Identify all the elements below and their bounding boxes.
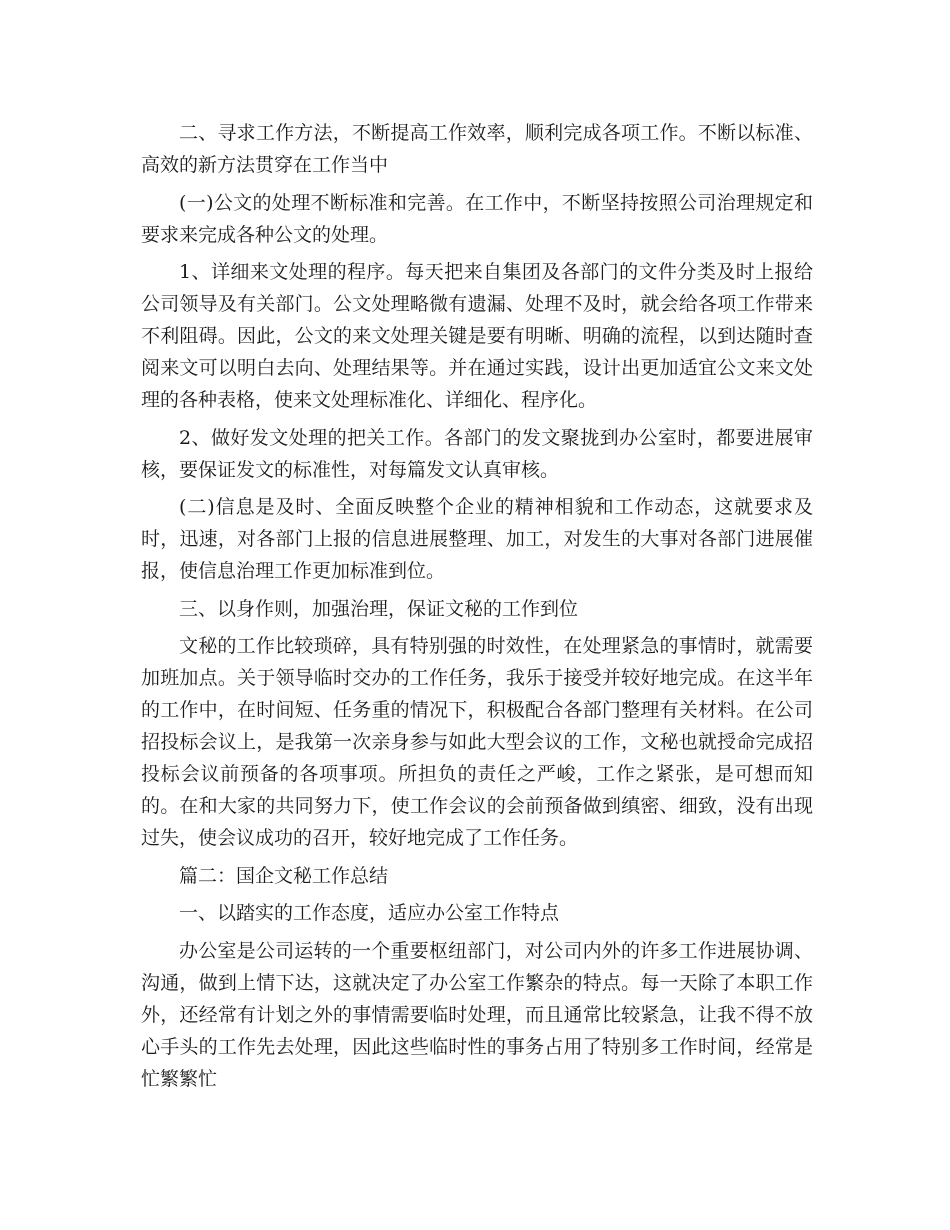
paragraph-section-three-heading: 三、以身作则，加强治理，保证文秘的工作到位	[179, 597, 579, 620]
paragraph-part-two-section-one: 一、以踏实的工作态度，适应办公室工作特点	[179, 902, 560, 924]
paragraph-incoming-documents: 1、详细来文处理的程序。每天把来自集团及各部门的文件分类及时上报给公司领导及有关部门。公文处理略微有遗漏、处理不及时，就会给各项工作带来不利阻碍。因此，公文的来文处理关键是要有明晰、明确的流程，以到达随时查阅来文可以明白去向、处理结果等。并在通过实践，设计出更加适宜公文来文处理的各种表格，使来文处理标准化、详细化、程序化。	[141, 261, 813, 411]
paragraph-official-documents: (一)公文的处理不断标准和完善。在工作中，不断坚持按照公司治理规定和要求来完成各种公文的处理。	[141, 191, 813, 246]
paragraph-outgoing-documents: 2、做好发文处理的把关工作。各部门的发文聚拢到办公室时，都要进展审核，要保证发文的标准性，对每篇发文认真审核。	[141, 426, 813, 481]
paragraph-office-role: 办公室是公司运转的一个重要枢纽部门，对公司内外的许多工作进展协调、沟通，做到上情下达，这就决定了办公室工作繁杂的特点。每一天除了本职工作外，还经常有计划之外的事情需要临时处理，而且通常比较紧急，让我不得不放心手头的工作先去处理，因此这些临时性的事务占用了特别多工作时间，经常是忙繁繁忙	[141, 939, 813, 1090]
paragraph-section-two-heading: 二、寻求工作方法，不断提高工作效率，顺利完成各项工作。不断以标准、高效的新方法贯穿在工作当中	[141, 122, 813, 176]
paragraph-information: (二)信息是及时、全面反映整个企业的精神相貌和工作动态，这就要求及时，迅速，对各部门上报的信息进展整理、加工，对发生的大事对各部门进展催报，使信息治理工作更加标准到位。	[141, 496, 813, 582]
paragraph-secretary-work: 文秘的工作比较琐碎，具有特别强的时效性，在处理紧急的事情时，就需要加班加点。关于领导临时交办的工作任务，我乐于接受并较好地完成。在这半年的工作中，在时间短、任务重的情况下，积极配合各部门整理有关材料。在公司招投标会议上，是我第一次亲身参与如此大型会议的工作，文秘也就授命完成招投标会议前预备的各项事项。所担负的责任之严峻，工作之紧张，是可想而知的。在和大家的共同努力下，使工作会议的会前预备做到缜密、细致，没有出现过失，使会议成功的召开，较好地完成了工作任务。	[141, 635, 813, 849]
paragraph-part-two-title: 篇二：国企文秘工作总结	[179, 864, 389, 887]
document-body	[141, 117, 813, 1100]
